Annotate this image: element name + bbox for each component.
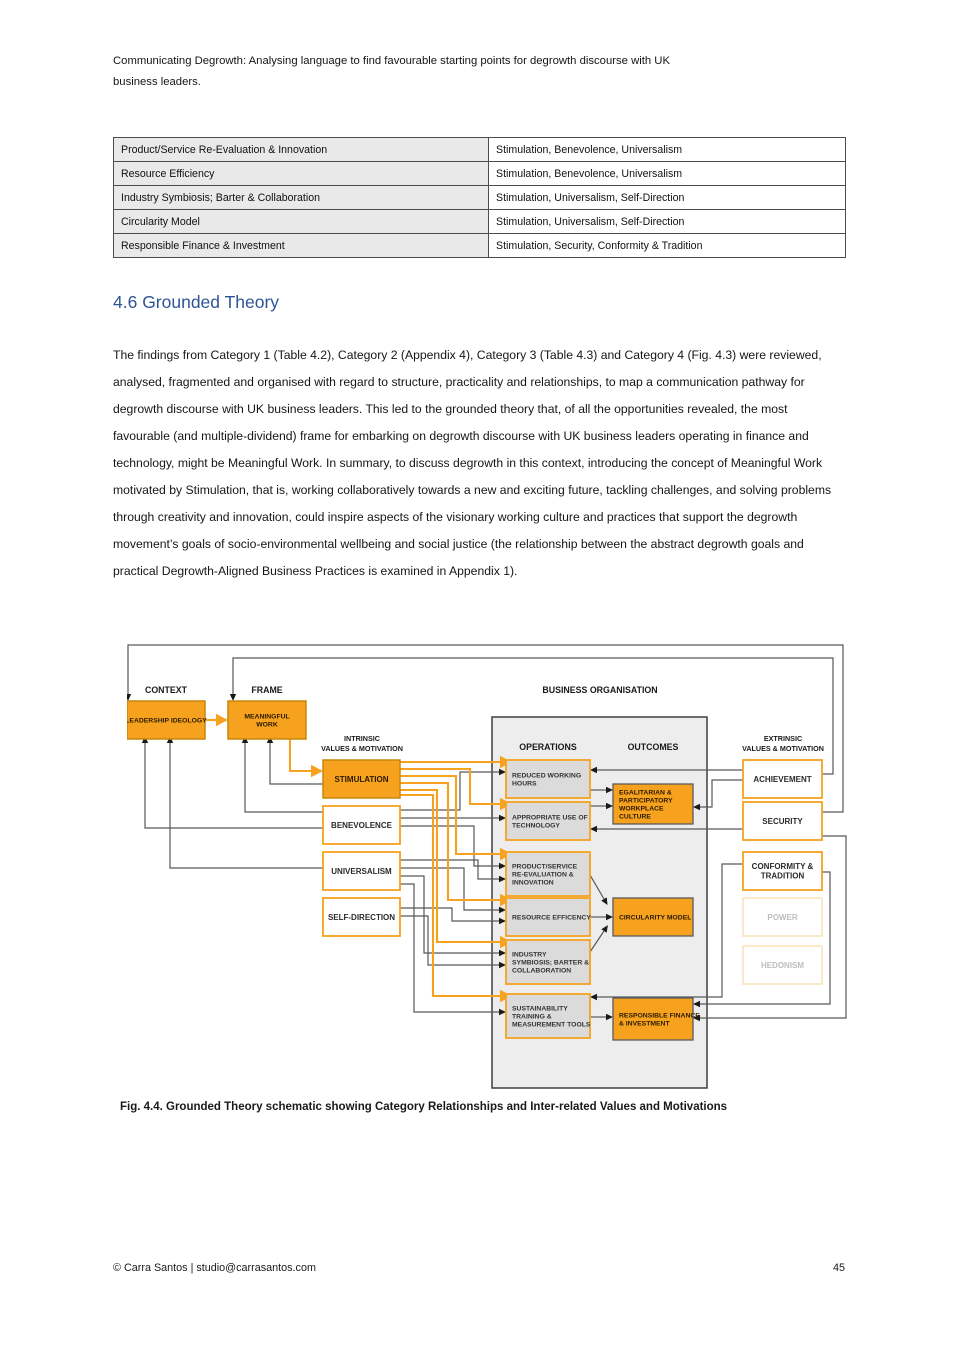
svg-text:& INVESTMENT: & INVESTMENT [619, 1020, 670, 1028]
svg-text:STIMULATION: STIMULATION [334, 774, 389, 784]
svg-text:BENEVOLENCE: BENEVOLENCE [331, 820, 392, 830]
table-row [114, 138, 846, 162]
svg-text:INNOVATION: INNOVATION [512, 879, 554, 887]
edge-orange [400, 795, 500, 996]
edge-dark [145, 743, 323, 828]
figure-label: VALUES & MOTIVATION [321, 744, 403, 753]
svg-text:POWER: POWER [767, 912, 798, 922]
svg-text:SELF-DIRECTION: SELF-DIRECTION [327, 912, 396, 922]
practice-cell: Industry Symbiosis; Barter & Collaboration [114, 186, 489, 210]
node-leadership-ideology [127, 701, 207, 739]
node-stimulation [323, 760, 400, 798]
edge-dark [400, 868, 499, 910]
grounded-theory-schematic [127, 641, 847, 1093]
node-industry-symbiosis [506, 940, 590, 984]
svg-text:EGALITARIAN &: EGALITARIAN & [619, 789, 672, 797]
node-product-service-re-evaluation [506, 852, 590, 896]
arrowhead [216, 714, 228, 726]
node-resource-efficency [506, 898, 591, 936]
practice-cell: Responsible Finance & Investment [114, 234, 489, 258]
node-self-direction [323, 898, 400, 936]
node-circularity-model [613, 898, 693, 936]
practice-cell: Resource Efficiency [114, 162, 489, 186]
table-row [114, 186, 846, 210]
svg-text:TECHNOLOGY: TECHNOLOGY [512, 822, 560, 830]
node-meaningful-work [228, 701, 306, 739]
practice-cell: Circularity Model [114, 210, 489, 234]
svg-text:MEASUREMENT TOOLS: MEASUREMENT TOOLS [512, 1021, 591, 1029]
svg-text:APPROPRIATE USE OF: APPROPRIATE USE OF [512, 814, 588, 822]
svg-text:MEANINGFUL: MEANINGFUL [244, 713, 290, 721]
arrowhead [230, 694, 236, 701]
svg-text:RESOURCE EFFICENCY: RESOURCE EFFICENCY [512, 914, 591, 922]
values-cell: Stimulation, Universalism, Self-Direction [489, 210, 846, 234]
edge-dark [245, 743, 323, 812]
svg-text:UNIVERSALISM: UNIVERSALISM [331, 866, 392, 876]
node-egalitarian-workplace-culture [613, 784, 693, 824]
svg-text:SECURITY: SECURITY [762, 816, 803, 826]
svg-text:INDUSTRY: INDUSTRY [512, 951, 547, 959]
page-number: 45 [832, 1262, 845, 1274]
edge-orange [400, 776, 500, 854]
values-cell: Stimulation, Benevolence, Universalism [489, 138, 846, 162]
values-cell: Stimulation, Security, Conformity & Tradition [489, 234, 846, 258]
figure-label: VALUES & MOTIVATION [742, 744, 824, 753]
svg-text:SYMBIOSIS; BARTER &: SYMBIOSIS; BARTER & [512, 959, 590, 967]
node-reduced-working-hours [506, 760, 590, 798]
figure-label: CONTEXT [144, 685, 188, 695]
body-paragraph: The findings from Category 1 (Table 4.2), Category 2 (Appendix 4), Category 3 (Table 4.3) and Category 4 (Fig. 4.3) were reviewed, analysed, fragmented and organised with regard to structure, practicality and relationships, to map a communication pathway for degrowth discourse with UK business leaders. This led to the grounded theory that, of all the opportunities revealed, the most favourable (and multiple-dividend) frame for embarking on degrowth discourse with UK business leaders operating in finance and technology, might be Meaningful Work. In summary, to discuss degrowth in this context, introducing the concept of Meaningful Work motivated by Stimulation, that is, working collaboratively towards a new and exciting future, tackling challenges, and solving problems through creativity and innovation, could inspire aspects of the visionary working culture and practices that support the degrowth movement’s goals of socio-environmental wellbeing and social justice (the relationship between the abstract degrowth goals and practical Degrowth-Aligned Business Practices is examined in Appendix 1). [113, 348, 832, 578]
figure-caption: Fig. 4.4. Grounded Theory schematic showing Category Relationships and Inter-related Values and Motivations [120, 1101, 728, 1113]
practice-cell: Product/Service Re-Evaluation & Innovation [114, 138, 489, 162]
category-values-table [113, 137, 846, 258]
arrowhead [127, 694, 131, 701]
svg-text:CULTURE: CULTURE [619, 813, 651, 821]
svg-text:RESPONSIBLE FINANCE: RESPONSIBLE FINANCE [619, 1012, 700, 1020]
svg-text:HOURS: HOURS [512, 780, 537, 788]
node-appropriate-use-of-technology [506, 802, 590, 840]
svg-text:REDUCED WORKING: REDUCED WORKING [512, 772, 582, 780]
table-row [114, 234, 846, 258]
svg-text:HEDONISM: HEDONISM [760, 960, 805, 970]
node-power [743, 898, 822, 936]
edge-orange [400, 783, 500, 900]
table-row [114, 210, 846, 234]
svg-text:WORKPLACE: WORKPLACE [619, 805, 664, 813]
node-security [743, 802, 822, 840]
footer-copyright: © Carra Santos | studio@carrasantos.com [113, 1262, 316, 1274]
edge-dark [170, 743, 323, 868]
figure-label: INTRINSIC [344, 734, 380, 743]
node-conformity-tradition [743, 852, 822, 890]
running-header: Communicating Degrowth: Analysing language to find favourable starting points for degrowth discourse with UK business leaders. [113, 55, 670, 88]
figure-label: OPERATIONS [519, 742, 577, 752]
node-responsible-finance [613, 998, 700, 1040]
svg-text:CONFORMITY &: CONFORMITY & [751, 862, 814, 872]
svg-text:COLLABORATION: COLLABORATION [512, 967, 572, 975]
node-universalism [323, 852, 400, 890]
svg-text:SUSTAINABILITY: SUSTAINABILITY [512, 1005, 568, 1013]
values-cell: Stimulation, Benevolence, Universalism [489, 162, 846, 186]
edge-dark [400, 884, 499, 1012]
edge-orange [400, 769, 500, 804]
svg-text:WORK: WORK [256, 721, 278, 729]
svg-text:TRADITION: TRADITION [760, 871, 805, 881]
edge-dark [400, 916, 499, 965]
svg-text:CIRCULARITY MODEL: CIRCULARITY MODEL [619, 914, 692, 922]
svg-text:PRODUCT/SERVICE: PRODUCT/SERVICE [512, 863, 578, 871]
section-heading: 4.6 Grounded Theory [113, 292, 280, 312]
node-hedonism [743, 946, 822, 984]
figure-label: EXTRINSIC [763, 734, 803, 743]
edge-dark [270, 743, 323, 784]
node-sustainability-training [506, 994, 591, 1038]
figure-label: OUTCOMES [627, 742, 679, 752]
svg-text:LEADERSHIP IDEOLOGY: LEADERSHIP IDEOLOGY [127, 717, 207, 725]
figure-label: FRAME [251, 685, 283, 695]
svg-text:PARTICIPATORY: PARTICIPATORY [619, 797, 673, 805]
table-row [114, 162, 846, 186]
svg-text:ACHIEVEMENT: ACHIEVEMENT [753, 774, 812, 784]
values-cell: Stimulation, Universalism, Self-Direction [489, 186, 846, 210]
arrowhead [311, 765, 323, 777]
svg-text:RE-EVALUATION &: RE-EVALUATION & [512, 871, 574, 879]
edge-orange [290, 739, 311, 771]
node-benevolence [323, 806, 400, 844]
svg-text:TRAINING &: TRAINING & [512, 1013, 552, 1021]
node-achievement [743, 760, 822, 798]
figure-label: BUSINESS ORGANISATION [542, 685, 658, 695]
